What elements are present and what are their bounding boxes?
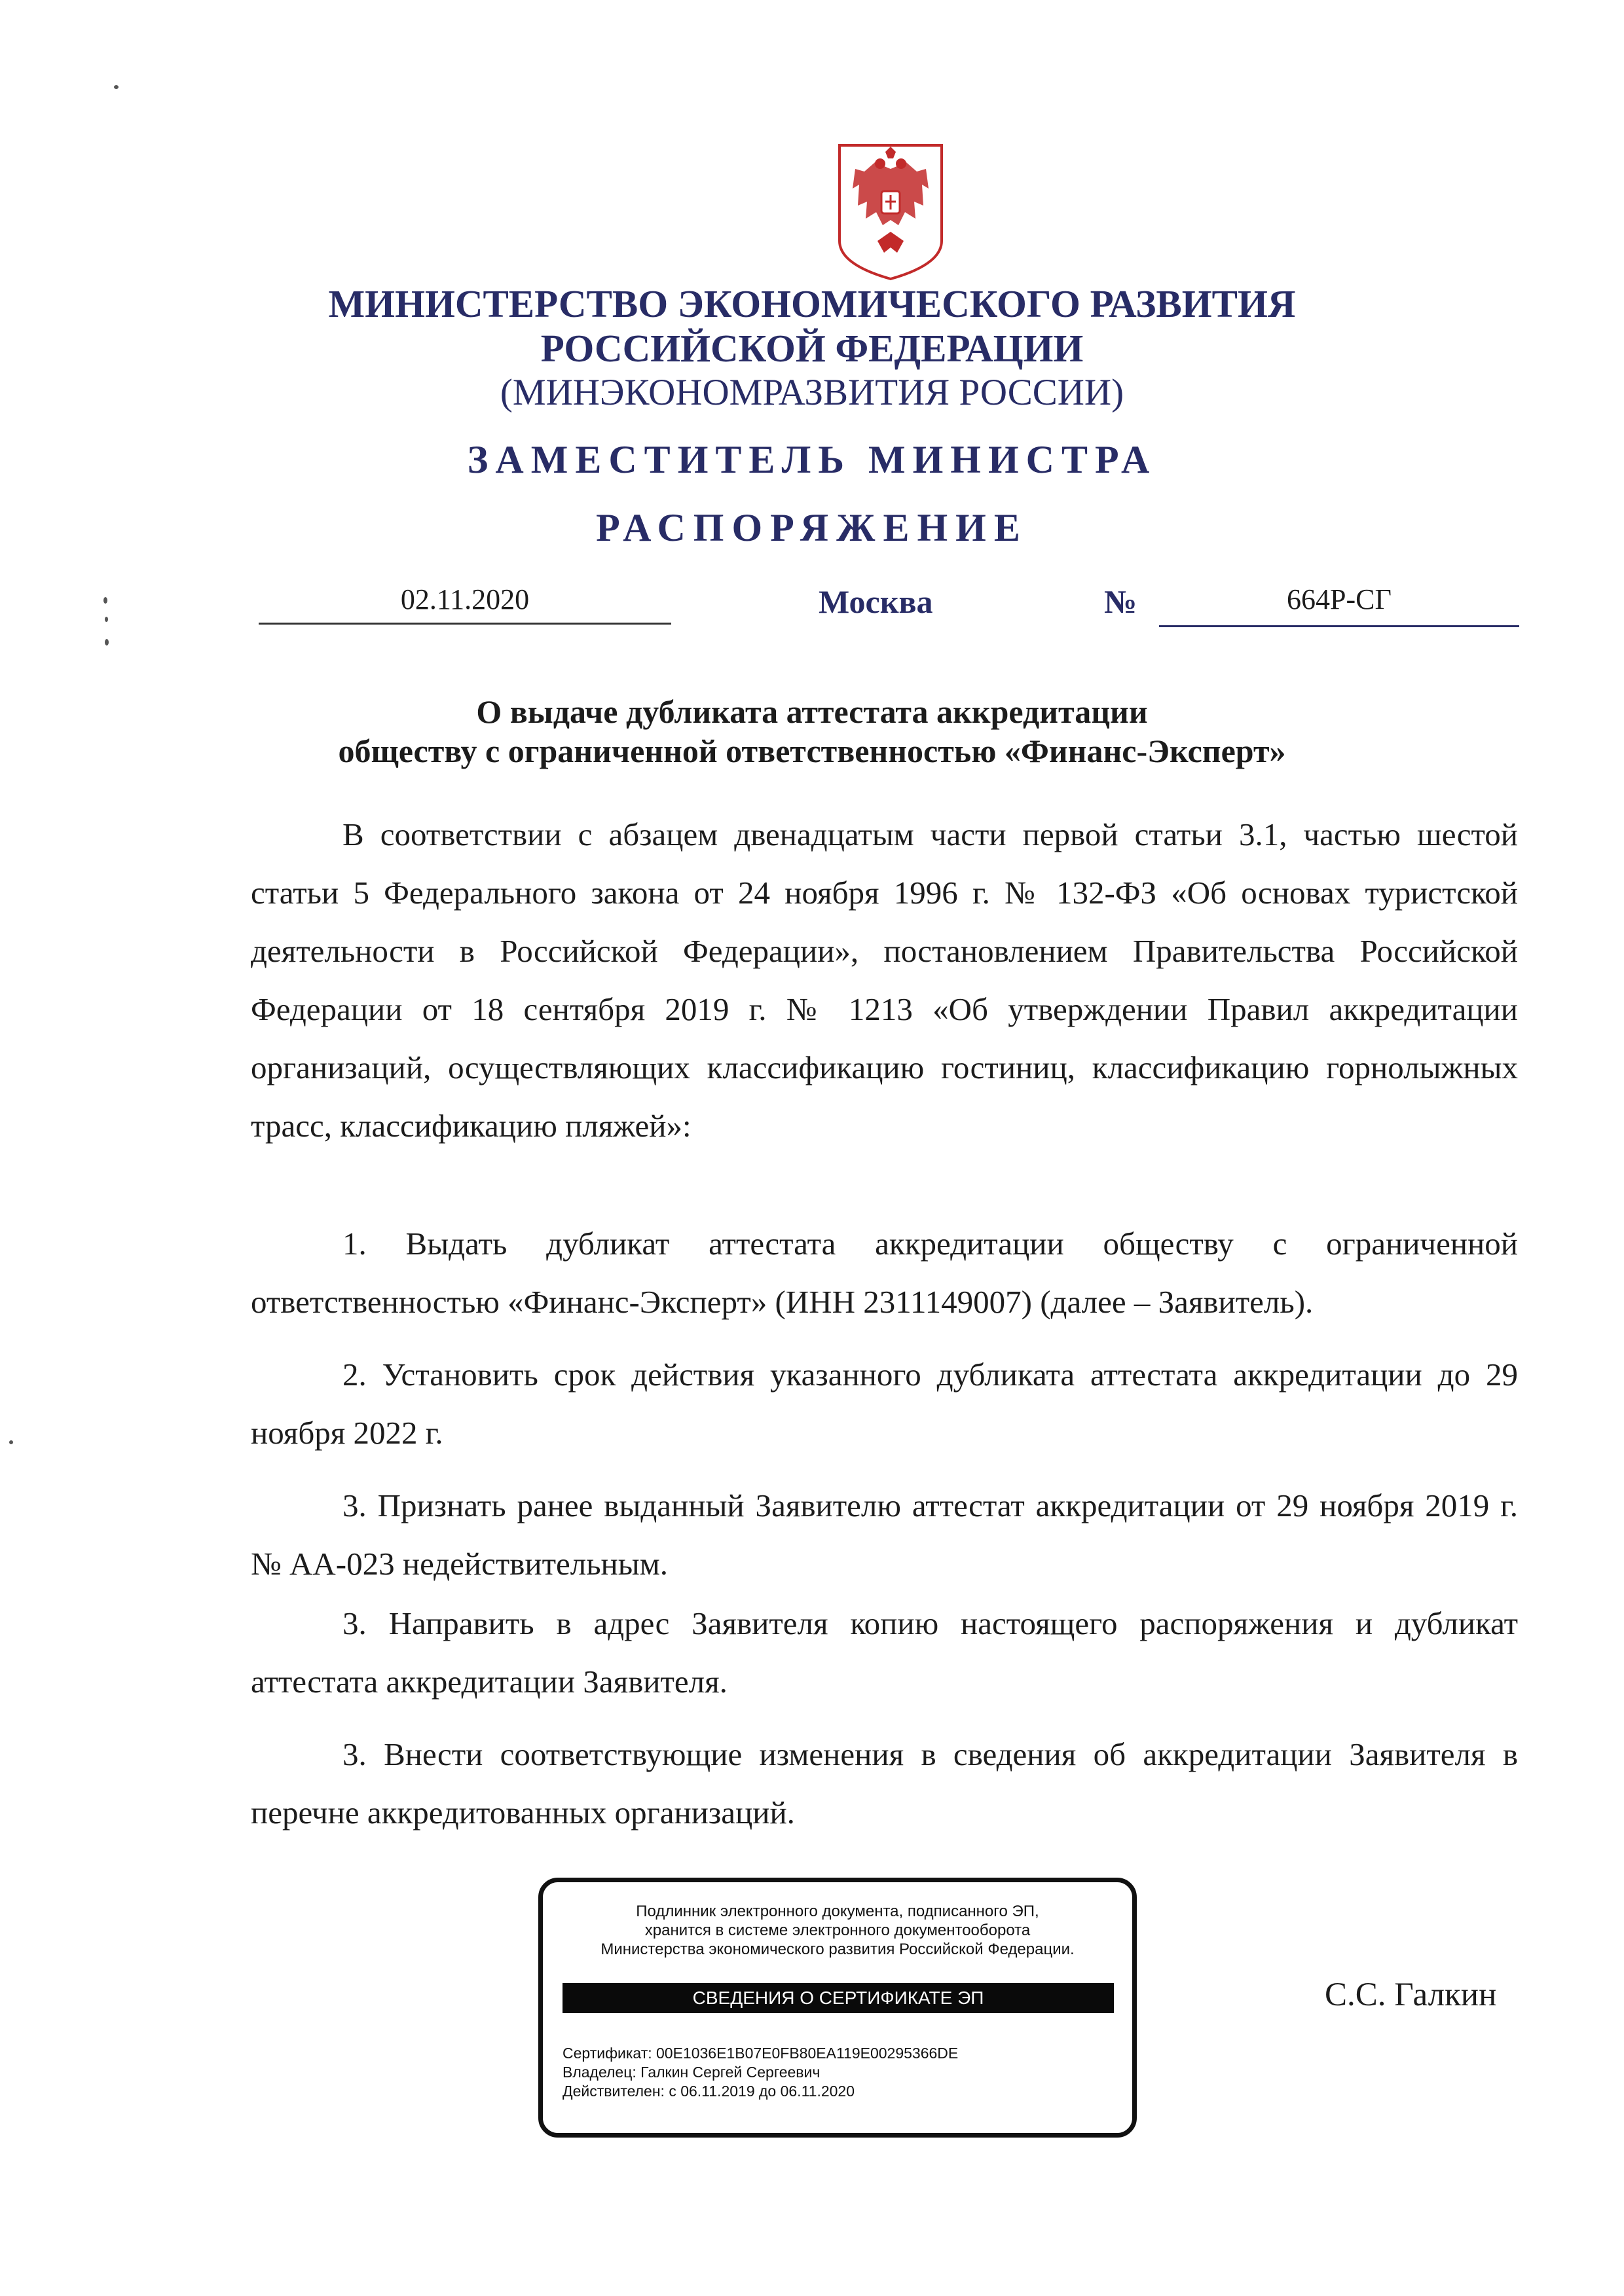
scan-speck xyxy=(103,597,107,604)
item-1-block xyxy=(251,1214,1518,1331)
scan-speck xyxy=(105,639,109,646)
preamble-block xyxy=(251,805,1518,1155)
certificate-info-bar: СВЕДЕНИЯ О СЕРТИФИКАТЕ ЭП xyxy=(563,1983,1114,2013)
item-3-block xyxy=(251,1476,1518,1593)
ministry-name-line2: РОССИЙСКОЙ ФЕДЕРАЦИИ xyxy=(540,327,1084,370)
signatory-name: С.С. Галкин xyxy=(1325,1977,1497,2013)
list-item: 3. Направить в адрес Заявителя копию настоящего распоряжения и дубликат аттестата аккредитации Заявителя. xyxy=(251,1605,1518,1700)
item-2-block xyxy=(251,1345,1518,1462)
signatory-position: ЗАМЕСТИТЕЛЬ МИНИСТРА xyxy=(467,438,1157,481)
list-item: 2. Установить срок действия указанного дубликата аттестата аккредитации до 29 ноября 2022 г. xyxy=(251,1357,1518,1451)
number-underline xyxy=(1159,625,1519,627)
certificate-owner: Владелец: Галкин Сергей Сергеевич xyxy=(563,2064,821,2081)
document-type: РАСПОРЯЖЕНИЕ xyxy=(596,506,1028,549)
scan-speck xyxy=(105,617,108,622)
coat-of-arms-icon xyxy=(836,143,946,282)
ministry-short-name: (МИНЭКОНОМРАЗВИТИЯ РОССИИ) xyxy=(500,372,1124,413)
scan-speck xyxy=(114,85,119,89)
document-date: 02.11.2020 xyxy=(400,583,530,615)
document-title-line2: обществу с ограниченной ответственностью «Финанс-Эксперт» xyxy=(338,733,1286,769)
list-item: 3. Признать ранее выданный Заявителю аттестат аккредитации от 29 ноября 2019 г. № АА-023 недействительным. xyxy=(251,1487,1518,1582)
stamp-line: хранится в системе электронного документооборота xyxy=(644,1922,1031,1939)
stamp-line: Подлинник электронного документа, подписанного ЭП, xyxy=(636,1903,1039,1920)
certificate-number: Сертификат: 00E1036E1B07E0FB80EA119E00295366DE xyxy=(563,2045,959,2062)
document-city: Москва xyxy=(819,583,933,620)
stamp-line: Министерства экономического развития Российской Федерации. xyxy=(600,1941,1075,1958)
date-underline xyxy=(259,623,671,625)
certificate-validity: Действителен: с 06.11.2019 до 06.11.2020 xyxy=(563,2083,855,2100)
document-title-line1: О выдаче дубликата аттестата аккредитации xyxy=(476,693,1148,730)
document-number: 664Р-СГ xyxy=(1287,583,1392,615)
electronic-signature-stamp xyxy=(538,1878,1137,2138)
item-5-block xyxy=(251,1725,1518,1842)
list-item: 1. Выдать дубликат аттестата аккредитации обществу с ограниченной ответственностью «Финанс-Эксперт» (ИНН 2311149007) (далее – Заявитель). xyxy=(251,1226,1518,1320)
ministry-name-line1: МИНИСТЕРСТВО ЭКОНОМИЧЕСКОГО РАЗВИТИЯ xyxy=(328,282,1296,325)
preamble-paragraph: В соответствии с абзацем двенадцатым части первой статьи 3.1, частью шестой статьи 5 Федерального закона от 24 ноября 1996 г. № 132-ФЗ «Об основах туристской деятельности в Российской Федерации», постановлением Правительства Российской Федерации от 18 сентября 2019 г. № 1213 «Об утверждении Правил аккредитации организаций, осуществляющих классификацию гостиниц, классификацию горнолыжных трасс, классификацию пляжей»: xyxy=(251,816,1518,1144)
list-item: 3. Внести соответствующие изменения в сведения об аккредитации Заявителя в перечне аккредитованных организаций. xyxy=(251,1736,1518,1831)
scan-speck xyxy=(9,1440,13,1444)
number-sign: № xyxy=(1104,583,1137,620)
item-4-block xyxy=(251,1594,1518,1711)
